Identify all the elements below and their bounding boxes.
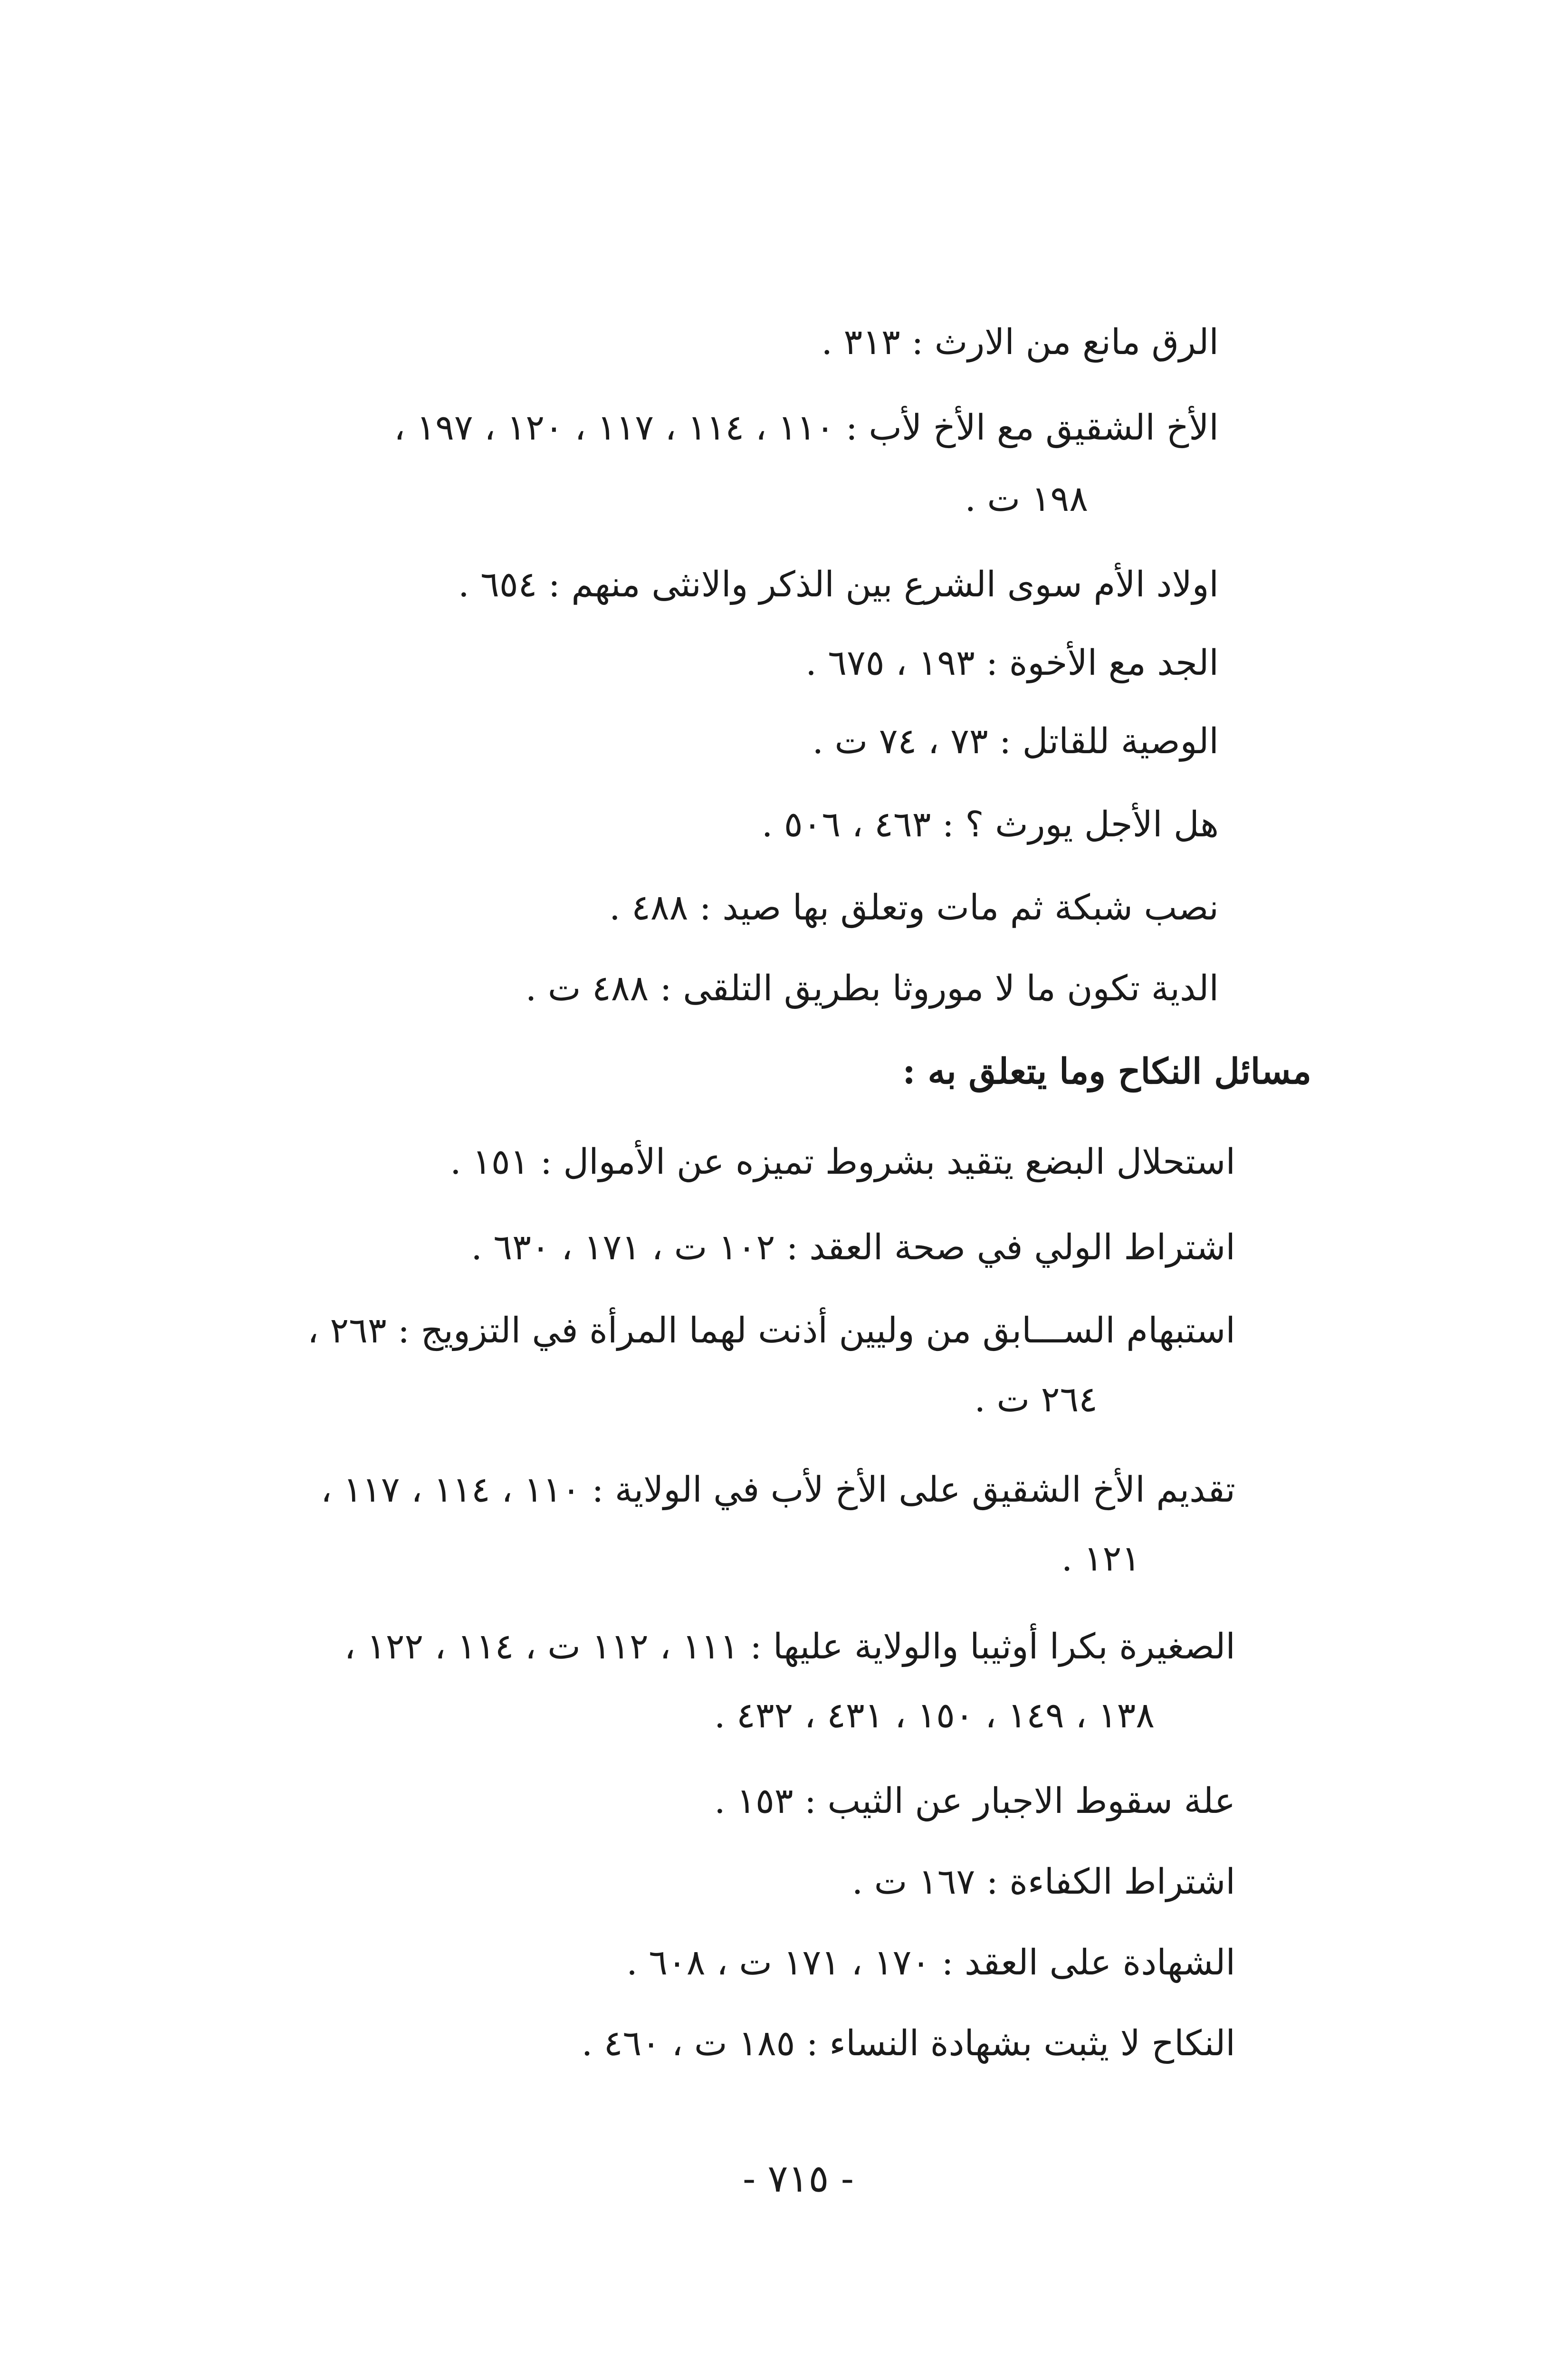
- index-entry: اشتراط الولي في صحة العقد : ١٠٢ ت ، ١٧١ ، ٦٣٠ .: [471, 1227, 1235, 1268]
- index-entry: النكاح لا يثبت بشهادة النساء : ١٨٥ ت ، ٤٦٠ .: [581, 2023, 1235, 2064]
- index-entry: هل الأجل يورث ؟ : ٤٦٣ ، ٥٠٦ .: [761, 804, 1219, 845]
- index-entry: الوصية للقاتل : ٧٣ ، ٧٤ ت .: [812, 721, 1219, 762]
- page-number: - ٧١٥ -: [743, 2156, 854, 2201]
- index-entry: الجد مع الأخوة : ١٩٣ ، ٦٧٥ .: [805, 642, 1219, 683]
- index-entry: الشهادة على العقد : ١٧٠ ، ١٧١ ت ، ٦٠٨ .: [626, 1942, 1235, 1983]
- index-entry: الرق مانع من الارث : ٣١٣ .: [821, 322, 1219, 363]
- index-entry: استبهام الســـابق من وليين أذنت لهما المرأة في التزويج : ٢٦٣ ،: [307, 1310, 1235, 1351]
- index-entry-continuation: ١٣٨ ، ١٤٩ ، ١٥٠ ، ٤٣١ ، ٤٣٢ .: [714, 1695, 1155, 1736]
- index-entry: اولاد الأم سوى الشرع بين الذكر والانثى منهم : ٦٥٤ .: [458, 564, 1219, 605]
- index-entry: الدية تكون ما لا موروثا بطريق التلقى : ٤٨٨ ت .: [525, 968, 1219, 1009]
- index-entry: اشتراط الكفاءة : ١٦٧ ت .: [851, 1861, 1235, 1902]
- section-heading: مسائل النكاح وما يتعلق به :: [902, 1051, 1311, 1092]
- index-entry: علة سقوط الاجبار عن الثيب : ١٥٣ .: [714, 1781, 1235, 1821]
- index-entry: تقديم الأخ الشقيق على الأخ لأب في الولاية : ١١٠ ، ١١٤ ، ١١٧ ،: [320, 1469, 1235, 1510]
- index-entry-continuation: ٢٦٤ ت .: [974, 1379, 1098, 1420]
- index-entry: الأخ الشقيق مع الأخ لأب : ١١٠ ، ١١٤ ، ١١٧ ، ١٢٠ ، ١٩٧ ،: [393, 407, 1219, 448]
- index-entry-continuation: ١٢١ .: [1061, 1538, 1140, 1579]
- index-entry: الصغيرة بكرا أوثيبا والولاية عليها : ١١١ ، ١١٢ ت ، ١١٤ ، ١٢٢ ،: [344, 1626, 1235, 1667]
- index-entry-continuation: ١٩٨ ت .: [965, 479, 1088, 519]
- index-entry: نصب شبكة ثم مات وتعلق بها صيد : ٤٨٨ .: [609, 887, 1219, 928]
- index-entry: استحلال البضع يتقيد بشروط تميزه عن الأموال : ١٥١ .: [450, 1141, 1235, 1182]
